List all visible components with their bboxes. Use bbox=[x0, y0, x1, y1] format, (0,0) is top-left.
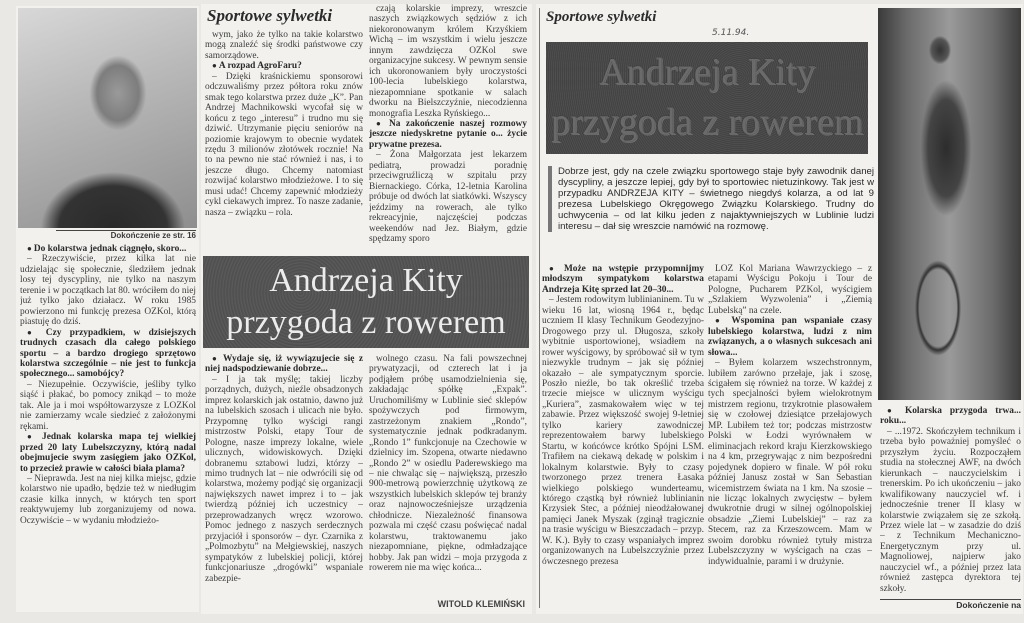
section-title: Sportowe sylwetki bbox=[546, 9, 657, 25]
headline-line-2: przygoda z rowerem bbox=[550, 101, 864, 143]
interview-question: ● Kolarska przygoda trwa... roku... bbox=[880, 406, 1021, 427]
article-column bbox=[542, 264, 704, 606]
cyclist-photo bbox=[878, 8, 1021, 400]
interview-answer: – I ja tak myślę; takiej liczby porządnych, dużych, nieźle obsadzonych imprez kolarskich jak ostatnio, dawno już na lubelskich szosach i ulicach nie było. Przypomnę tylko wyścigi rangi mistrzostw Polski, etapy Tour de Pologne, nasze imprezy lokalne, wiele ulicznych, widowiskowych. Dzięki dobranemu sztabowi ludzi, którzy – mimo trudnych lat – nie odwrócili się od kolarstwa, możemy podjąć się organizacji największych nawet imprez i to – jak twierdzą później ich uczestnicy – przeprowadzanych wręcz wzorowo. Pomoc jednego z naszych serdecznych przyjaciół i sponsorów – dyr. Czarnika z „Polmozbytu” na Mełgiewskiej, naszych sympatyków z lubelskiej policji, której funkcjonariusze „drogówki” wspaniale zabezpie- bbox=[205, 374, 363, 584]
column-rule bbox=[539, 8, 540, 608]
article-column bbox=[880, 406, 1021, 594]
interview-question: ● Czy przypadkiem, w dzisiejszych trudnych czasach dla całego polskiego sportu – a bardzo drogiego sprzętowo kolarstwa szczególnie – nie jest to funkcja społecznego... samobójcy? bbox=[20, 328, 196, 380]
headline-box bbox=[203, 256, 529, 348]
interview-question: ● Wydaje się, iż wywiązujecie się z niej nadspodziewanie dobrze... bbox=[205, 354, 363, 375]
interview-answer: LOZ Kol Mariana Wawrzyckiego – z etapami Wyścigu Pokoju i Tour de Pologne, Pucharem PZKol, wyścigiem „Szlakiem Wyzwolenia” i „Ziemią Lubelską” na czele. bbox=[708, 264, 872, 316]
interview-answer: wym, jako że tylko na takie kolarstwo mogą znaleźć się środki państwowe czy samorządowe. bbox=[205, 30, 363, 61]
article-lead: Dobrze jest, gdy na czele związku sportowego staje były zawodnik danej dyscypliny, a jeszcze lepiej, gdy był to sportowiec nietuzinkowy. Tak jest w przypadku ANDRZEJA KITY – świetnego niegdyś kolarza, a od lat 9 prezesa Lubelskiego Okręgowego Związku Kolarskiego. Trudny do uchwycenia – od lat kilku jeden z najaktywniejszych w Lublinie ludzi interesu – dał się wreszcie namówić na rozmowę. bbox=[548, 166, 874, 232]
article-column bbox=[205, 30, 363, 252]
continuation-to: Dokończenie na bbox=[880, 599, 1021, 611]
headline-line-1: Andrzeja Kity bbox=[269, 262, 463, 299]
interview-question: ● Jednak kolarska mapa tej wielkiej przed 20 laty Lubelszczyzny, którą nadal obejmujecie swym zasięgiem jako OZKol, to przecież prawie w całości biała plama? bbox=[20, 432, 196, 474]
interview-answer: – Żona Małgorzata jest lekarzem pediatrą, prowadzi poradnię przeciwgruźliczą w szpitalu przy Biernackiego. Córka, 12-letnia Karolina próbuje od dwóch lat siatkówki. Wszyscy jeździmy na rowerach, ale tylko rekreacyjnie, najczęściej podczas weekendów nad Jez. Białym, gdzie spędzamy sporo bbox=[369, 150, 527, 244]
section-title: Sportowe sylwetki bbox=[207, 6, 333, 25]
interview-question: ● Do kolarstwa jednak ciągnęło, skoro... bbox=[20, 244, 196, 254]
article-column bbox=[708, 264, 872, 606]
article-column bbox=[369, 4, 527, 252]
interview-answer: – Byłem kolarzem wszechstronnym, lubiłem zarówno przełaje, jak i szosę, ścigałem się również na torze. W każdej z tych specjalności byłem wielokrotnym mistrzem regionu, trzykrotnie plasowałem się w czołowej dziesiątce przełajowych MP. Lubiłem też tor; podczas mistrzostw Polski w Łodzi wyrównałem w eliminacjach rekord kraju Kierzkowskiego na 4 km, przegrywając z nim bezpośredni pojedynek dopiero w finale. W pół roku później Janusz został w San Sebastian wicemistrzem świata na 1 km. Na szosie – nie licząc lokalnych zwycięstw – byłem dwukrotnie drugi w silnej ogólnopolskiej obsadzie „Ziemi Lubelskiej” – raz za Stecem, raz za Krzeszowcem. Mam w swoim dorobku również tytuły mistrza Lubelszczyzny w wyścigach na czas – indywidualnie, parami i w drużynie. bbox=[708, 358, 872, 567]
interview-answer: – Dzięki kraśnickiemu sponsorowi odczuwaliśmy przez półtora roku znów smak tego kolarstwa przez duże „K”. Pan Andrzej Machnikowski wycofał się w końcu z tego „interesu” i trudno mu się dziwić. Utrzymanie pięciu seniorów na poziomie krajowym to obecnie wydatek rzędu 3 milionów złotówek rocznie! Na to na pewno nie stać również i nas, i to jeszcze długo. Chcemy natomiast rozwijać kolarstwo młodzieżowe. I to się musi udać! Chcemy zapewnić młodzieży cykl ciekawych imprez. To nasze zadanie, nasza – związku – rola. bbox=[205, 71, 363, 218]
interview-answer: – Rzeczywiście, przez kilka lat nie udzielając się społecznie, śledziłem jednak losy tej dyscypliny, nie tylko na naszym terenie i w początkach lat 80. wróciłem do niej już tylko jako działacz. W roku 1985 powierzono mi funkcję prezesa OZKol, którą piastuję do dziś. bbox=[20, 254, 196, 328]
interview-answer: czają kolarskie imprezy, wreszcie naszych związkowych sędziów z ich niekoronowanym królem Krzyśkiem Wichą – im wszystkim i wielu jeszcze innym zawdzięcza OZKol swe organizacyjne sukcesy. W pewnym sensie ich ukoronowaniem były uroczystości 100-lecia lubelskiego kolarstwa, niezapomniane spotkanie w salach dworku na Bielszczyźnie, niecodzienna monografia Leszka Ryńskiego... bbox=[369, 4, 527, 119]
interview-answer: – Niezupełnie. Oczywiście, jeśliby tylko siąść i płakać, bo pomocy znikąd – to może tak. Ale ja i moi współtowarzysze z LOZKol nie zamierzamy wcale siedzieć z założonymi rękami. bbox=[20, 379, 196, 432]
interview-answer: – Nieprawda. Jest na niej kilka miejsc, gdzie kolarstwo nie upadło, będzie też w niedługim czasie kilka innych, w których ten sport reaktywujemy lub zorganizujemy od nowa. Oczywiście – w wydaniu młodzieżo- bbox=[20, 473, 196, 526]
interview-answer: – Jestem rodowitym lublinianinem. Tu w wieku 16 lat, wiosną 1964 r., będąc uczniem II klasy Technikum Geodezyjno-Drogowego przy ul. Długosza, szkoły wybitnie usportowionej, wsiadłem na rower wyścigowy, by spróbować sił w tym niezwykle trudnym – jak się później okazało – ale sympatycznym sporcie. Poszło nieźle, bo tak określić trzeba trzecie miejsce w ulicznym wyścigu „Kuriera”, zasmakowałem więc w tej zabawie. Przez większość swojej 9-letniej tylko kariery zawodniczej reprezentowałem barwy lubelskiego Startu, w końcówce krótko Spójni LSM. Trafiłem na ciekawą dekadę w polskim i lokalnym kolarstwie. Były to czasy tworzonego przez trenera Łasaka wielkiego polskiego wunderteamu, którego cząstką był również lublinianin Krzysiek Stec, a później nieodżałowanej pamięci Janek Myszak (zginął tragicznie na trasie wyścigu w Bieszczadach – przyp. W. K.). Były to czasy wspaniałych imprez organizowanych na Lubelszczyźnie przez ówczesnego prezesa bbox=[542, 295, 704, 567]
interview-answer: wolnego czasu. Na fali powszechnej prywatyzacji, od czterech lat i ja podjąłem próbę usamodzielnienia się, zakładając spółkę „Expak”. Uruchomiliśmy w Lublinie sieć sklepów spożywczych pod firmowym, zastrzeżonym znakiem „Rondo”, systematycznie jednak podkradanym. „Rondo 1” funkcjonuje na Czechowie w dzielnicy im. Szopena, otwarte niedawno „Rondo 2” w osiedlu Paderewskiego ma – nie chwaląc się – największą, przeszło 900-metrową powierzchnię użytkową ze wszystkich lubelskich sklepów tej branży oraz najnowocześniejsze urządzenia chłodnicze. Niezależność finansowa pozwala mi część czasu poświęcać nadal kolarstwu, traktowanemu jako niezapomniane, piękne, odmładzające hobby. Jak pan widzi – moja przygoda z rowerem nie ma więc końca... bbox=[369, 354, 527, 574]
left-clipping bbox=[16, 6, 199, 612]
right-clipping bbox=[536, 4, 1023, 614]
middle-clipping bbox=[201, 4, 532, 614]
article-column bbox=[20, 244, 196, 610]
interview-question: ● Wspomina pan wspaniałe czasy lubelskiego kolarstwa, ludzi z nim związanych, a o własnych sukcesach ani słowa... bbox=[708, 316, 872, 358]
interview-question: ● A rozpad AgroFaru? bbox=[205, 61, 363, 71]
handwritten-date: 5.11.94. bbox=[712, 28, 750, 38]
article-column bbox=[205, 354, 363, 609]
headline-banner bbox=[546, 42, 868, 154]
interview-answer: – ...1972. Skończyłem technikum i trzeba było poważniej pomyśleć o przyszłym życiu. Rozpocząłem studia na stołecznej AWF, na dwóch kierunkach – nauczycielskim i trenerskim. Po ich ukończeniu – jako kwalifikowany nauczyciel wf. i jednocześnie trener II klasy w kolarstwie związałem się ze szkołą. Przez wiele lat – w zasadzie do dziś – z Technikum Mechaniczno-Energetycznym przy ul. Magnoliowej, najpierw jako nauczyciel wf., a później przez lata również zastępca dyrektora tej szkoły. bbox=[880, 426, 1021, 594]
interview-question: ● Może na wstępie przypomnijmy młodszym sympatykom kolarstwa Andrzeja Kitę sprzed lat 20–30... bbox=[542, 264, 704, 295]
continuation-from: Dokończenie ze str. 16 bbox=[56, 230, 196, 241]
headline-line-1: Andrzeja Kity bbox=[598, 51, 816, 93]
author-signature: WITOLD KLEMIŃSKI bbox=[437, 599, 525, 609]
portrait-photo bbox=[18, 8, 197, 228]
headline-line-2: przygoda z rowerem bbox=[226, 304, 506, 341]
article-column bbox=[369, 354, 527, 596]
interview-question: ● Na zakończenie naszej rozmowy jeszcze niedyskretne pytanie o... życie prywatne prezesa. bbox=[369, 119, 527, 150]
